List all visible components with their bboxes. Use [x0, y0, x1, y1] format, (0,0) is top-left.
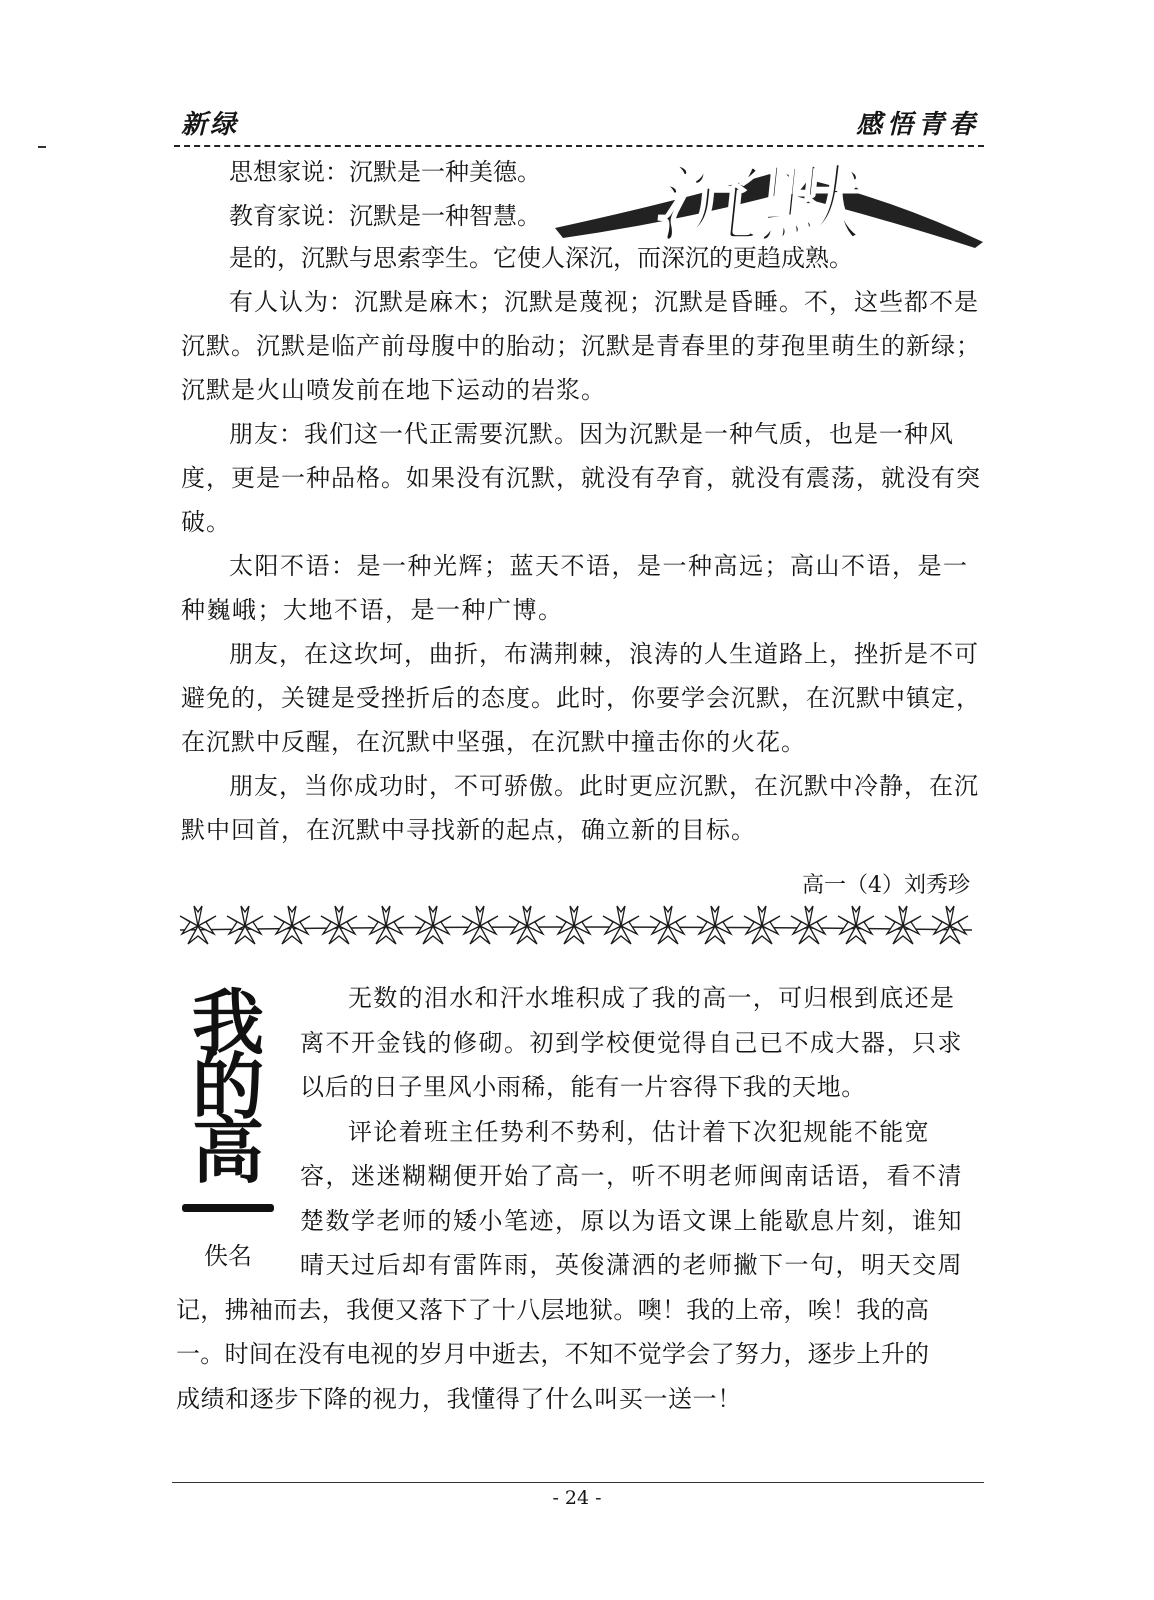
article-title-text: 沉默 — [650, 154, 834, 255]
running-header-left: 新绿 — [181, 110, 240, 140]
text-line: 无数的泪水和汗水堆积成了我的高一，可归根到底还是 — [348, 984, 956, 1012]
text-line: 成绩和逐步下降的视力，我懂得了什么叫买一送一！ — [176, 1385, 742, 1413]
scan-mark — [38, 146, 46, 148]
article-author: 佚名 — [204, 1242, 252, 1270]
leaf-ornament — [415, 906, 451, 944]
paragraph: 太阳不语：是一种光辉；蓝天不语，是一种高远；高山不语，是一种巍峨；大地不语，是一种广博。 — [181, 552, 969, 624]
page-number: - 24 - — [552, 1487, 602, 1509]
leaf-divider — [176, 900, 976, 950]
paragraph: 朋友：我们这一代正需要沉默。因为沉默是一种气质，也是一种风度，更是一种品格。如果没有沉默，就没有孕育，就没有震荡，就没有突破。 — [181, 420, 981, 536]
paragraph: 朋友，当你成功时，不可骄傲。此时更应沉默，在沉默中冷静，在沉默中回首，在沉默中寻找新的起点，确立新的目标。 — [181, 772, 979, 844]
leaf-ornament — [556, 906, 592, 944]
leaf-ornament — [462, 906, 498, 944]
text-line: 容，迷迷糊糊便开始了高一，听不明老师闽南话语，看不清 — [300, 1162, 963, 1190]
title-char: 的 — [191, 1044, 264, 1129]
leaf-ornament — [697, 906, 733, 944]
leaf-ornament — [791, 906, 827, 944]
article-title-silence — [555, 150, 985, 258]
paragraph: 有人认为：沉默是麻木；沉默是蔑视；沉默是昏睡。不，这些都不是沉默。沉默是临产前母腹中的胎动；沉默是青春里的芽孢里萌生的新绿；沉默是火山喷发前在地下运动的岩浆。 — [181, 288, 981, 404]
leaf-ornament — [180, 906, 216, 944]
leaf-ornament — [368, 906, 404, 944]
article-author: 高一（4）刘秀珍 — [802, 873, 970, 898]
title-char: 高 — [191, 1108, 264, 1193]
paragraph: 思想家说：沉默是一种美德。 — [229, 158, 541, 186]
text-line: 晴天过后却有雷阵雨，英俊潇洒的老师撇下一句，明天交周 — [300, 1251, 963, 1279]
text-line: 楚数学老师的矮小笔迹，原以为语文课上能歇息片刻，谁知 — [300, 1207, 963, 1235]
leaf-ornament — [650, 906, 686, 944]
text-line: 评论着班主任势利不势利，估计着下次犯规能不能宽 — [348, 1118, 930, 1146]
footer-rule — [172, 1482, 984, 1483]
paragraph: 教育家说：沉默是一种智慧。 — [229, 202, 541, 230]
leaf-ornament — [274, 906, 310, 944]
leaf-ornament — [932, 906, 968, 944]
leaf-ornament — [744, 906, 780, 944]
leaf-ornament — [838, 906, 874, 944]
running-header-right: 感悟青春 — [855, 110, 980, 140]
leaf-ornament — [603, 906, 639, 944]
title-char: 我 — [191, 980, 264, 1065]
text-line: 一。时间在没有电视的岁月中逝去，不知不觉学会了努力，逐步上升的 — [176, 1340, 930, 1368]
header-dashed-rule — [174, 145, 984, 147]
vertical-title — [182, 980, 274, 1212]
paragraph: 朋友，在这坎坷，曲折，布满荆棘，浪涛的人生道路上，挫折是不可避免的，关键是受挫折后的态度。此时，你要学会沉默，在沉默中镇定，在沉默中反醒，在沉默中坚强，在沉默中撞击你的火花。 — [181, 640, 981, 756]
leaf-ornament — [509, 906, 545, 944]
leaf-ornament — [321, 906, 357, 944]
leaf-ornament — [227, 906, 263, 944]
text-line: 离不开金钱的修砌。初到学校便觉得自己已不成大器，只求 — [300, 1029, 963, 1057]
text-line: 记，拂袖而去，我便又落下了十八层地狱。噢！我的上帝，唉！我的高 — [176, 1296, 930, 1324]
paragraph: 是的，沉默与思索孪生。它使人深沉，而深沉的更趋成熟。 — [229, 244, 853, 272]
text-line: 以后的日子里风小雨稀，能有一片容得下我的天地。 — [300, 1073, 866, 1101]
leaf-ornament — [885, 906, 921, 944]
title-char-yi — [182, 1204, 274, 1212]
